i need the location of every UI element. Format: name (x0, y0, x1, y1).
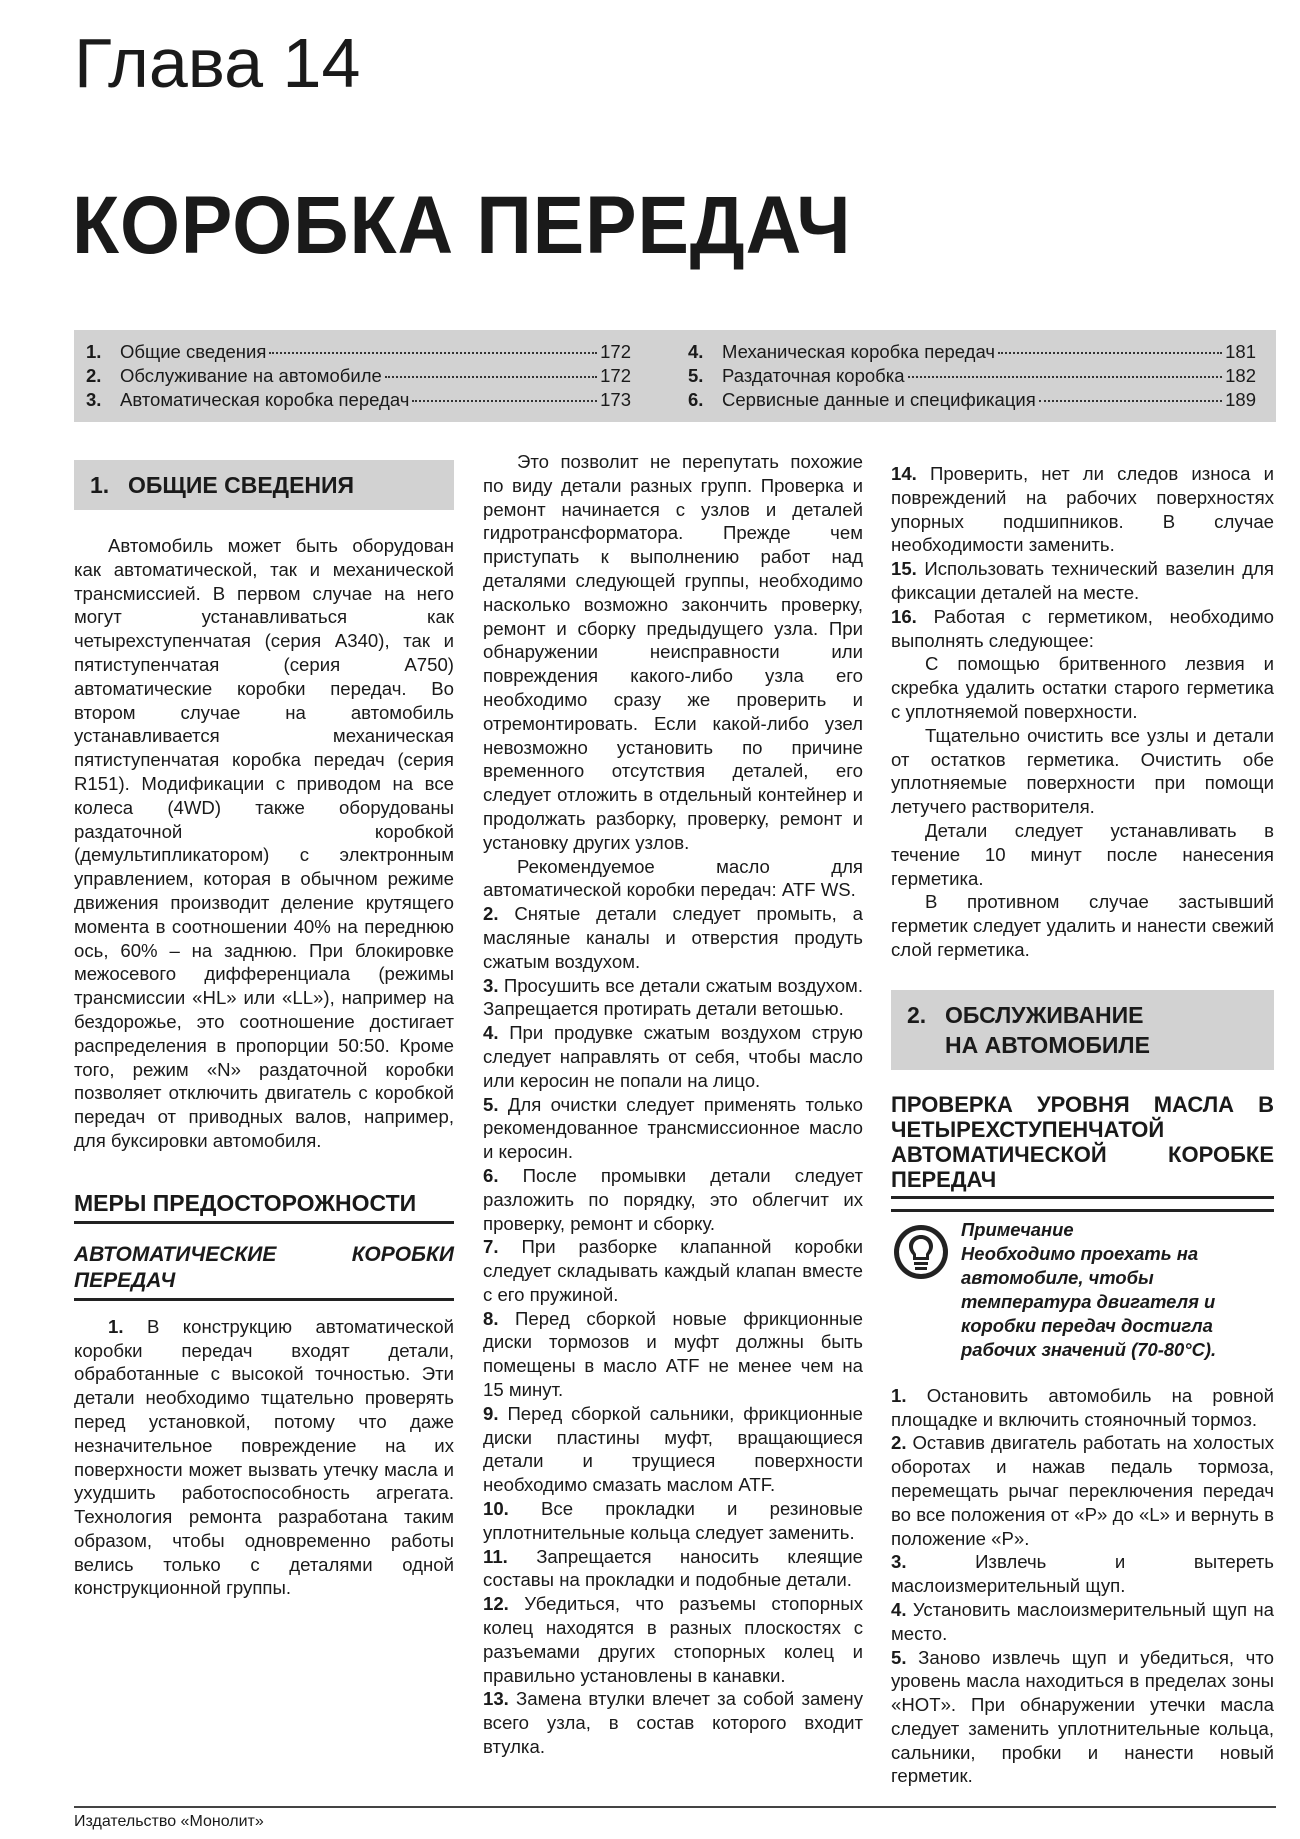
check-step (891, 1431, 1274, 1550)
item-number: 3. (891, 1551, 907, 1573)
check-heading: ПРОВЕРКА УРОВНЯ МАСЛА В ЧЕТЫРЕХСТУПЕНЧАТОЙ АВТОМАТИЧЕСКОЙ КОРОБКЕ ПЕРЕДАЧ (891, 1091, 1274, 1192)
precaution-item (891, 462, 1274, 557)
column-left (74, 460, 454, 1600)
toc-number: 6. (688, 389, 704, 410)
toc-entry[interactable] (688, 364, 1256, 388)
precaution-list-continued (891, 462, 1274, 652)
precautions-heading-block (74, 1189, 454, 1224)
intro-paragraph: Автомобиль может быть оборудован как автоматической, так и механической трансмиссией. В первом случае на него могут устанавливаться как четырехступенчатая (серия A340), так и пятиступенчатая (серия A750) автоматические коробки передач. Во втором случае на автомобиль устанавливается механическая пятиступенчатая коробка передач (серия R151). Модификации с приводом на все колеса (4WD) также оборудованы раздаточной коробкой (демультипликатором) с электронным управлением, которая в обычном режиме движения производит деление крутящего момента в соотношении 40% на переднюю ось, 60% – на заднюю. При блокировке межосевого дифференциала (режимы трансмиссии «HL» или «LL»), например на бездорожье, это соотношение достигает распределения в пропорции 50:50. Кроме того, режим «N» раздаточной коробки позволяет отключить двигатель с коробкой передач от приводных валов, например, для буксировки автомобиля. (74, 535, 454, 1151)
toc-number: 2. (86, 365, 102, 386)
auto-subheading-block (74, 1242, 454, 1301)
toc-leader (412, 400, 597, 402)
item-number: 8. (483, 1307, 499, 1329)
toc-column-right (688, 340, 1256, 412)
toc-page: 189 (1225, 389, 1256, 410)
toc-page: 182 (1225, 365, 1256, 386)
item-number: 4. (483, 1022, 499, 1044)
item-text: Работая с герметиком, необходимо выполнять следующее: (891, 605, 1274, 651)
precaution-item (483, 1093, 863, 1164)
item-number: 11. (483, 1545, 508, 1567)
toc-page: 172 (600, 365, 631, 386)
item-text: Остановить автомобиль на ровной площадке и включить стояночный тормоз. (891, 1384, 1274, 1430)
toc-label: Общие сведения (120, 341, 267, 362)
item-text: Запрещается наносить клеящие составы на прокладки и подобные детали. (483, 1545, 863, 1591)
item-text: Оставив двигатель работать на холостых оборотах и нажав педаль тормоза, перемещать рычаг переключения передач во все положения от «P» до «L» и вернуть в положение «P». (891, 1432, 1274, 1549)
toc-leader (998, 352, 1222, 354)
note-box (891, 1209, 1274, 1362)
paragraph-continued: Это позволит не перепутать похожие по виду детали разных групп. Проверка и ремонт начинается с узлов и деталей гидротрансформатора. Прежде чем приступать к выполнению работ над деталями следующей группы, необходимо насколько возможно закончить проверку, ремонт и сборку предыдущего узла. При обнаружении неисправности или повреждения какого-либо узла его необходимо сразу же проверить и отремонтировать. Если какой-либо узел невозможно установить по причине временного отсутствия деталей, его следует отложить в отдельный контейнер и продолжать разборку, проверку, ремонт и установку других узлов. (483, 451, 863, 853)
toc-entry[interactable] (86, 364, 631, 388)
sealant-step: Детали следует устанавливать в течение 10 минут после нанесения герметика. (891, 819, 1274, 889)
sealant-step: Тщательно очистить все узлы и детали от остатков герметика. Очистить обе уплотняемые поверхности при помощи летучего растворителя. (891, 724, 1274, 818)
check-step (891, 1646, 1274, 1789)
item-number: 15. (891, 558, 917, 580)
page-title: КОРОБКА ПЕРЕДАЧ (72, 180, 852, 271)
table-of-contents (74, 330, 1276, 422)
item-number: 12. (483, 1593, 509, 1615)
precaution-item (483, 1592, 863, 1687)
footer-divider (74, 1806, 1276, 1808)
toc-number: 3. (86, 389, 102, 410)
oil-recommendation: Рекомендуемое масло для автоматической коробки передач: ATF WS. (483, 855, 863, 901)
item-number: 3. (483, 974, 499, 996)
note-body (961, 1218, 1274, 1362)
toc-column-left (86, 340, 631, 412)
precautions-heading: МЕРЫ ПРЕДОСТОРОЖНОСТИ (74, 1189, 417, 1216)
precaution-item (483, 1021, 863, 1092)
precaution-item (483, 1164, 863, 1235)
check-step (891, 1598, 1274, 1646)
item-text: Замена втулки влечет за собой замену всего узла, в состав которого входит втулка. (483, 1688, 864, 1758)
precaution-item (483, 1235, 863, 1306)
item-number: 1. (891, 1384, 907, 1406)
section-title-line2: НА АВТОМОБИЛЕ (945, 1031, 1150, 1058)
item-text: Использовать технический вазелин для фиксации деталей на месте. (891, 558, 1274, 603)
item-text: Заново извлечь щуп и убедиться, что уровень масла находиться в пределах зоны «HOT». При обнаружении утечки масла следует заменить уплотнительные кольца, сальники, пробки и нанести новый герметик. (891, 1646, 1274, 1787)
item-text: При продувке сжатым воздухом струю следует направлять от себя, чтобы масло или керосин не попали на лицо. (483, 1022, 863, 1091)
toc-label: Автоматическая коробка передач (120, 389, 410, 410)
precaution-item (891, 605, 1274, 653)
precaution-item (483, 1687, 863, 1758)
column-right (891, 462, 1274, 1788)
sealant-step: С помощью бритвенного лезвия и скребка удалить остатки старого герметика с уплотняемой поверхности. (891, 653, 1274, 722)
toc-page: 173 (600, 389, 631, 410)
note-text: Необходимо проехать на автомобиле, чтобы температура двигателя и коробки передач достигла рабочих значений (70-80°C). (961, 1242, 1217, 1360)
item-text: Все прокладки и резиновые уплотнительные кольца следует заменить. (483, 1498, 863, 1543)
publisher-footer: Издательство «Монолит» (74, 1813, 264, 1830)
section-number: 2. (907, 1001, 927, 1028)
item-number: 5. (891, 1646, 907, 1668)
item-number: 10. (483, 1498, 509, 1520)
item-number: 2. (891, 1432, 907, 1454)
item-text: После промывки детали следует разложить по порядку, это облегчит их проверку, ремонт и сборку. (483, 1164, 863, 1234)
item-text: Убедиться, что разъемы стопорных колец находятся в разных плоскостях с разъемами других стопорных колец и правильно установлены в канавки. (483, 1593, 863, 1686)
item-number: 9. (483, 1402, 499, 1424)
chapter-number: Глава 14 (74, 24, 361, 102)
toc-entry[interactable] (86, 388, 631, 412)
toc-entry[interactable] (688, 340, 1256, 364)
section-number: 1. (90, 472, 110, 498)
toc-page: 172 (600, 341, 631, 362)
check-step (891, 1384, 1274, 1432)
item-text: Просушить все детали сжатым воздухом. Запрещается протирать детали ветошью. (483, 974, 863, 1020)
precaution-item (483, 902, 863, 973)
item-number: 16. (891, 605, 917, 627)
item-text: Перед сборкой новые фрикционные диски тормозов и муфт должны быть помещены в масло ATF не менее чем на 15 минут. (483, 1307, 863, 1401)
toc-leader (385, 376, 597, 378)
item-text: Установить маслоизмерительный щуп на место. (891, 1598, 1274, 1644)
item-number: 1. (108, 1315, 124, 1337)
item-text: Снятые детали следует промыть, а масляные каналы и отверстия продуть сжатым воздухом. (483, 903, 863, 972)
precaution-item (483, 1497, 863, 1545)
toc-leader (908, 376, 1223, 378)
precaution-item (483, 1402, 863, 1497)
toc-page: 181 (1225, 341, 1256, 362)
sealant-step: В противном случае застывший герметик следует удалить и нанести свежий слой герметика. (891, 891, 1274, 960)
precaution-item (891, 557, 1274, 605)
item-number: 7. (483, 1236, 499, 1258)
item-number: 4. (891, 1598, 907, 1620)
toc-label: Сервисные данные и спецификация (722, 389, 1036, 410)
section-heading-maintenance (891, 990, 1274, 1070)
precaution-item (483, 974, 863, 1022)
item-number: 14. (891, 463, 917, 484)
item-number: 5. (483, 1093, 499, 1115)
item-text: Извлечь и вытереть маслоизмерительный щуп. (891, 1551, 1274, 1597)
toc-number: 5. (688, 365, 704, 386)
toc-leader (1039, 400, 1222, 402)
item-number: 6. (483, 1164, 499, 1186)
precaution-item (483, 1307, 863, 1402)
check-heading-block (891, 1092, 1274, 1199)
item-text: Перед сборкой сальники, фрикционные диски пластины муфт, вращающиеся детали и трущиеся поверхности необходимо смазать маслом ATF. (483, 1402, 863, 1496)
item-text: В конструкцию автоматической коробки передач входят детали, обработанные с высокой точностью. Эти детали необходимо тщательно проверять перед установкой, потому что даже незначительное повреждение на их поверхности может вызвать утечку масла и ухудшить работоспособность агрегата. Технология ремонта разработана таким образом, чтобы одновременно работы велись только с деталями одной конструкционной группы. (74, 1315, 454, 1599)
auto-subheading: АВТОМАТИЧЕСКИЕ КОРОБКИ ПЕРЕДАЧ (74, 1242, 454, 1292)
check-steps-list (891, 1384, 1274, 1789)
item-text: Проверить, нет ли следов износа и повреждений на рабочих поверхностях упорных подшипников. В случае необходимости заменить. (891, 463, 1274, 556)
item-number: 2. (483, 903, 499, 925)
column-middle (483, 451, 864, 1759)
section-title: ОБСЛУЖИВАНИЕ (945, 1001, 1144, 1028)
toc-label: Обслуживание на автомобиле (120, 365, 382, 386)
item-text: Для очистки следует применять только рекомендованное трансмиссионное масло и керосин. (483, 1093, 863, 1163)
item-number: 13. (483, 1688, 509, 1710)
check-step (891, 1550, 1274, 1598)
toc-leader (269, 352, 597, 354)
toc-number: 4. (688, 341, 704, 362)
toc-label: Механическая коробка передач (722, 341, 995, 362)
toc-entry[interactable] (688, 388, 1256, 412)
precaution-item (74, 1315, 454, 1601)
precaution-list (483, 902, 863, 1759)
precaution-item (483, 1545, 863, 1593)
note-label: Примечание (961, 1218, 1074, 1240)
toc-entry[interactable] (86, 340, 631, 364)
item-text: При разборке клапанной коробки следует складывать каждый клапан вместе с его пружиной. (483, 1236, 864, 1305)
toc-number: 1. (86, 341, 102, 362)
lightbulb-icon (891, 1222, 951, 1282)
section-heading-general (74, 460, 454, 510)
section-title: ОБЩИЕ СВЕДЕНИЯ (128, 472, 355, 498)
toc-label: Раздаточная коробка (722, 365, 905, 386)
